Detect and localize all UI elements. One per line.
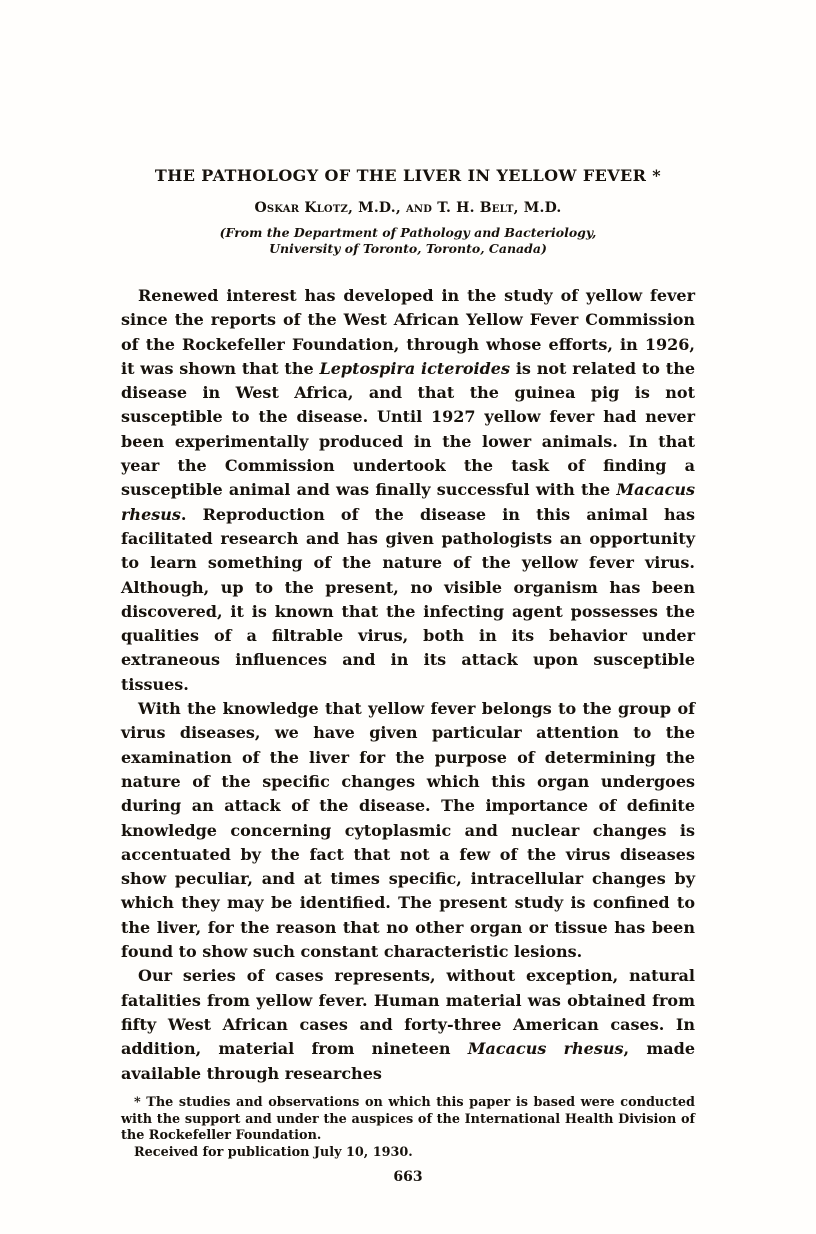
page-number: 663 — [393, 1168, 423, 1185]
footnote-paragraph: Received for publication July 10, 1930. — [134, 1145, 413, 1161]
footnote — [121, 1095, 695, 1162]
article-affiliation: (From the Department of Pathology and Bacteriology, University of Toronto, Toronto, Canada) — [219, 225, 597, 256]
italic-term: Leptospira icteroides — [319, 358, 510, 378]
page-content — [121, 166, 695, 1185]
footnote-paragraph: * The studies and observations on which this paper is based were conducted with the support and under the auspices of the International Health Division of the Rockefeller Foundation. — [121, 1094, 695, 1144]
paragraph-text: Renewed interest has developed in the study of yellow fever since the reports of the West African Yellow Fever Commission of the Rockefeller Foundation, through whose efforts, in 1926, it was shown that the — [121, 286, 695, 378]
paragraph — [121, 284, 695, 697]
paragraph — [121, 964, 695, 1085]
paragraph-text: Our series of cases represents, without exception, natural fatalities from yellow fever. Human material was obtained from fifty West African cases and forty-three American cases. In addition, material from nineteen — [121, 966, 695, 1059]
article-authors: Oskar Klotz, M.D., and T. H. Belt, M.D. — [254, 200, 562, 216]
article-title: THE PATHOLOGY OF THE LIVER IN YELLOW FEVER * — [154, 166, 662, 185]
paragraph-text: , made available through researches — [121, 1039, 695, 1083]
paragraph — [121, 697, 695, 964]
article-body — [121, 284, 695, 1086]
italic-term: Macacus rhesus — [121, 480, 695, 524]
paragraph-text: With the knowledge that yellow fever belongs to the group of virus diseases, we have given particular attention to the examination of the liver for the purpose of determining the nature of the specific changes which this organ undergoes during an attack of the disease. The importance of definite knowledge concerning cytoplasmic and nuclear changes is accentuated by the fact that not a few of the virus diseases show peculiar, and at times specific, intracellular changes by which they may be identified. The present study is confined to the liver, for the reason that no other organ or tissue has been found to show such constant characteristic lesions. — [121, 699, 695, 962]
italic-term: Macacus rhesus — [467, 1039, 624, 1059]
paragraph-text: is not related to the disease in West Africa, and that the guinea pig is not susceptible to the disease. Until 1927 yellow fever had never been experimentally produced in the lower animals. In that year the Commission undertook the task of finding a susceptible animal and was finally successful with the — [121, 358, 696, 500]
paragraph-text: . Reproduction of the disease in this animal has facilitated research and has given pathologists an opportunity to learn something of the nature of the yellow fever virus. Although, up to the present, no visible organism has been discovered, it is known that the infecting agent possesses the qualities of a filtrable virus, both in its behavior under extraneous influences and in its attack upon susceptible tissues. — [121, 504, 695, 694]
